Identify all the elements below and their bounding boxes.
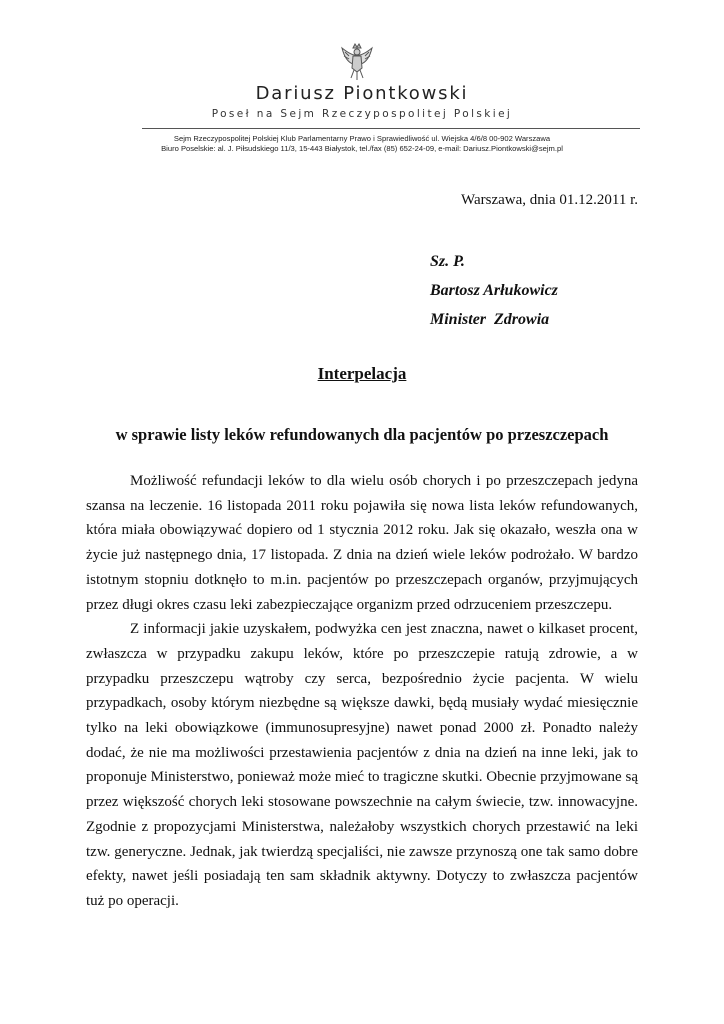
header-divider [142, 128, 640, 129]
date-line: Warszawa, dnia 01.12.2011 r. [461, 192, 638, 208]
mp-title: Poseł na Sejm Rzeczypospolitej Polskiej [211, 108, 513, 120]
recipient-name: Bartosz Arłukowicz [430, 282, 558, 299]
address-line-sejm: Sejm Rzeczypospolitej Polskiej Klub Parlamentarny Prawo i Sprawiedliwość ul. Wiejska 4/6/8 00-902 Warszawa [173, 134, 551, 143]
recipient-position: Minister Zdrowia [430, 311, 550, 328]
body-paragraph: Możliwość refundacji leków to dla wielu osób chorych i po przeszczepach jedyna szansa na leczenie. 16 listopada 2011 roku pojawiła się nowa lista leków refundowanych, która miała obowiązywać dopiero od 1 stycznia 2012 roku. Jak się okazało, weszła ona w życie już następnego dnia, 17 listopada. Z dnia na dzień wiele leków podrożało. W bardzo istotnym stopniu dotknęło to m.in. pacjentów po przeszczepach organów, przyjmujących przez długi okres czasu leki zabezpieczające organizm przed odrzuceniem przeszczepu. [86, 473, 638, 613]
document-title: Interpelacja [317, 364, 407, 383]
document-body [86, 469, 638, 914]
body-paragraph: Z informacji jakie uzyskałem, podwyżka cen jest znaczna, nawet o kilkaset procent, zwłaszcza w przypadku zakupu leków, które po przeszczepie ratują zdrowie, a w przypadku przeszczepu wątroby czy serca, bezpośrednio życie pacjenta. W wielu przypadkach, osoby którym niezbędne są większe dawki, będą musiały wydać miesięcznie tylko na leki obowiązkowe (immunosupresyjne) nawet ponad 2000 zł. Ponadto należy dodać, że nie ma możliwości przestawienia pacjentów z dnia na dzień na inne leki, jak to proponuje Ministerstwo, ponieważ może mieć to tragiczne skutki. Obecnie przyjmowane są przez większość chorych leki stosowane powszechnie na całym świecie, tzw. innowacyjne. Zgodnie z propozycjami Ministerstwa, należałoby wszystkich chorych przestawić na leki tzw. generyczne. Jednak, jak twierdzą specjaliści, nie zawsze przynoszą one tak samo dobre efekty, nawet jeśli posiadają ten sam składnik aktywny. Dotyczy to zwłaszcza pacjentów tuż po operacji. [86, 621, 638, 909]
polish-eagle-emblem-icon [341, 42, 373, 82]
document-subject: w sprawie listy leków refundowanych dla pacjentów po przeszczepach [115, 425, 609, 444]
address-line-office: Biuro Poselskie: al. J. Piłsudskiego 11/3, 15-443 Białystok, tel./fax (85) 652-24-09, e-mail: Dariusz.Piontkowski@sejm.pl [161, 144, 563, 153]
mp-name: Dariusz Piontkowski [255, 83, 469, 104]
recipient-salutation: Sz. P. [430, 253, 465, 270]
